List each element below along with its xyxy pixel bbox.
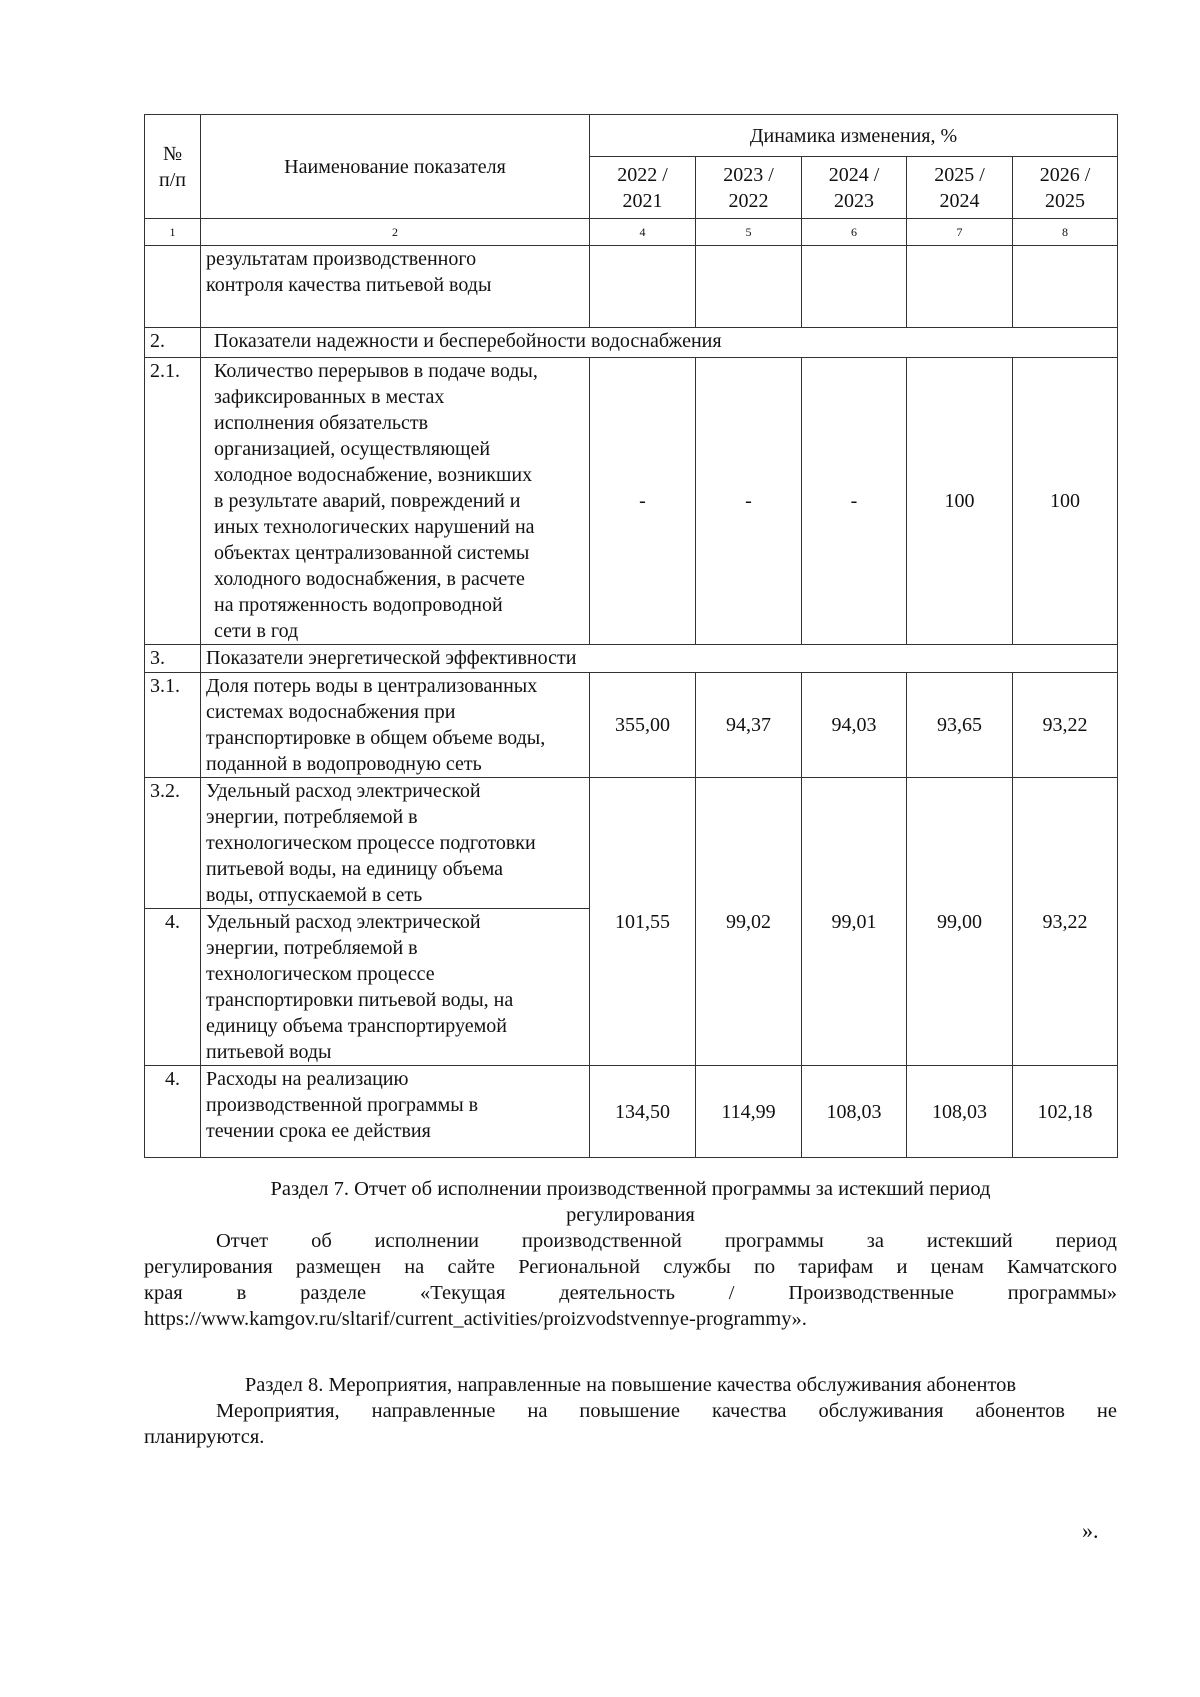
column-number: 8 xyxy=(1013,219,1118,246)
row-value: 108,03 xyxy=(802,1066,907,1158)
row-value: 134,50 xyxy=(590,1066,696,1158)
row-value: - xyxy=(696,358,802,645)
row-num: 3.1. xyxy=(145,673,201,778)
row-name: Количество перерывов в подаче воды, зафиксированных в местах исполнения обязательств организацией, осуществляющей холодное водоснабжение, возникших в результате аварий, повреждений и иных технологических нарушений на объектах централизованной системы холодного водоснабжения, в расчете на протяженность водопроводной сети в год xyxy=(201,358,590,645)
row-value: 355,00 xyxy=(590,673,696,778)
column-number: 5 xyxy=(696,219,802,246)
header-year: 2025 / 2024 xyxy=(907,157,1013,219)
row-value: - xyxy=(590,358,696,645)
section-7-text-line: края в разделе «Текущая деятельность / Производственные программы» xyxy=(144,1282,1117,1304)
row-name: Удельный расход электрической энергии, потребляемой в технологическом процессе транспортировки питьевой воды, на единицу объема транспортируемой питьевой воды xyxy=(201,909,590,1066)
header-name: Наименование показателя xyxy=(201,115,590,219)
row-name: Доля потерь воды в централизованных системах водоснабжения при транспортировке в общем объеме воды, поданной в водопроводную сеть xyxy=(201,673,590,778)
header-year: 2026 / 2025 xyxy=(1013,157,1118,219)
row-num xyxy=(145,246,201,328)
row-value: 99,01 xyxy=(802,778,907,1066)
section-title: Показатели надежности и бесперебойности водоснабжения xyxy=(201,328,1118,358)
row-value xyxy=(696,246,802,328)
row-value: 99,00 xyxy=(907,778,1013,1066)
row-num: 3. xyxy=(145,645,201,673)
row-num: 2. xyxy=(145,328,201,358)
row-value: 102,18 xyxy=(1013,1066,1118,1158)
row-value: 93,22 xyxy=(1013,778,1118,1066)
table-row xyxy=(145,1066,1118,1158)
column-number: 6 xyxy=(802,219,907,246)
section-8 xyxy=(144,1372,1117,1450)
column-number: 1 xyxy=(145,219,201,246)
header-year: 2024 / 2023 xyxy=(802,157,907,219)
section-8-text-line: планируются. xyxy=(144,1426,265,1448)
column-number-row xyxy=(145,219,1118,246)
row-value xyxy=(907,246,1013,328)
header-row-1 xyxy=(145,115,1118,157)
header-num: № п/п xyxy=(145,115,201,219)
row-value: 94,03 xyxy=(802,673,907,778)
row-name: результатам производственного контроля качества питьевой воды xyxy=(201,246,590,328)
indicators-table xyxy=(144,114,1118,1158)
row-value: 108,03 xyxy=(907,1066,1013,1158)
row-value: 100 xyxy=(907,358,1013,645)
column-number: 2 xyxy=(201,219,590,246)
header-dynamics: Динамика изменения, % xyxy=(590,115,1118,157)
row-name: Расходы на реализацию производственной программы в течении срока ее действия xyxy=(201,1066,590,1158)
section-7-text-line: Отчет об исполнении производственной программы за истекший период xyxy=(216,1230,1117,1252)
header-year: 2022 / 2021 xyxy=(590,157,696,219)
row-value: 100 xyxy=(1013,358,1118,645)
table-row xyxy=(145,673,1118,778)
row-value: 93,22 xyxy=(1013,673,1118,778)
section-7-text-line: регулирования размещен на сайте Региональной службы по тарифам и ценам Камчатского xyxy=(144,1256,1117,1278)
section-title: Показатели энергетической эффективности xyxy=(201,645,1118,673)
section-row xyxy=(145,328,1118,358)
table-row xyxy=(145,246,1118,328)
row-value xyxy=(590,246,696,328)
row-value xyxy=(1013,246,1118,328)
section-row xyxy=(145,645,1118,673)
row-value: 101,55 xyxy=(590,778,696,1066)
section-8-title: Раздел 8. Мероприятия, направленные на повышение качества обслуживания абонентов xyxy=(244,1374,1017,1396)
section-8-text-line: Мероприятия, направленные на повышение качества обслуживания абонентов не xyxy=(216,1400,1117,1422)
row-value: 94,37 xyxy=(696,673,802,778)
table-row xyxy=(145,358,1118,645)
row-num: 3.2. xyxy=(145,778,201,909)
section-7-title: Раздел 7. Отчет об исполнении производственной программы за истекший период регулирования xyxy=(270,1178,991,1226)
header-year: 2023 / 2022 xyxy=(696,157,802,219)
row-name: Удельный расход электрической энергии, потребляемой в технологическом процессе подготовки питьевой воды, на единицу объема воды, отпускаемой в сеть xyxy=(201,778,590,909)
column-number: 4 xyxy=(590,219,696,246)
section-7 xyxy=(144,1176,1117,1332)
section-7-link: https://www.kamgov.ru/sltarif/current_activities/proizvodstvennye-programmy». xyxy=(144,1308,807,1330)
table-row xyxy=(145,778,1118,909)
row-value: 93,65 xyxy=(907,673,1013,778)
row-num: 4. xyxy=(145,1066,201,1158)
row-value xyxy=(802,246,907,328)
row-num: 4. xyxy=(145,909,201,1066)
column-number: 7 xyxy=(907,219,1013,246)
row-value: 99,02 xyxy=(696,778,802,1066)
row-value: - xyxy=(802,358,907,645)
row-num: 2.1. xyxy=(145,358,201,645)
closing-quote: ». xyxy=(1082,1518,1099,1543)
row-value: 114,99 xyxy=(696,1066,802,1158)
